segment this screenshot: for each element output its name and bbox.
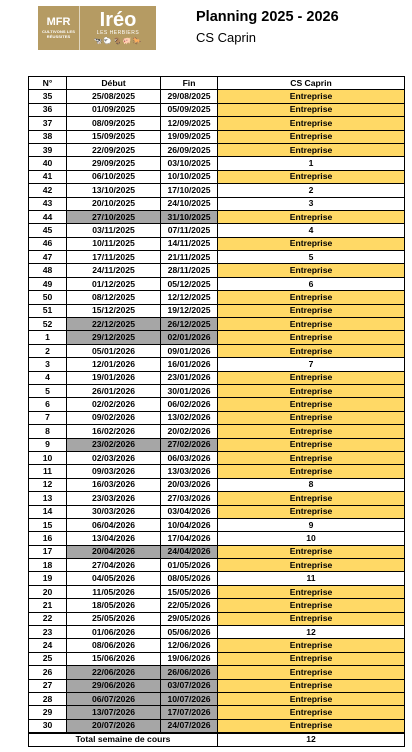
cs-caprin-cell: 7 [218,358,405,371]
week-start-date: 20/04/2026 [67,545,161,558]
week-number: 30 [29,719,67,732]
cs-caprin-cell: Entreprise [218,371,405,384]
farm-animals-icon: 🐄🐑🐐🐖🐎 [93,38,143,45]
week-number: 6 [29,398,67,411]
week-start-date: 02/03/2026 [67,451,161,464]
week-start-date: 08/12/2025 [67,291,161,304]
table-row [29,612,405,625]
week-start-date: 01/06/2026 [67,626,161,639]
week-end-date: 12/12/2025 [161,291,218,304]
cs-caprin-cell: Entreprise [218,170,405,183]
cs-caprin-cell: 1 [218,157,405,170]
cs-caprin-cell: Entreprise [218,585,405,598]
week-end-date: 07/11/2025 [161,224,218,237]
total-value: 12 [218,733,405,746]
table-row [29,505,405,518]
week-start-date: 16/02/2026 [67,425,161,438]
table-row [29,251,405,264]
table-row [29,157,405,170]
cs-caprin-cell: Entreprise [218,210,405,223]
cs-caprin-cell: Entreprise [218,719,405,732]
week-end-date: 19/12/2025 [161,304,218,317]
week-end-date: 26/06/2026 [161,666,218,679]
week-end-date: 17/10/2025 [161,184,218,197]
week-end-date: 31/10/2025 [161,210,218,223]
cs-caprin-cell: Entreprise [218,679,405,692]
week-end-date: 27/02/2026 [161,438,218,451]
week-number: 38 [29,130,67,143]
week-number: 21 [29,599,67,612]
week-start-date: 18/05/2026 [67,599,161,612]
cs-caprin-cell: Entreprise [218,652,405,665]
week-number: 40 [29,157,67,170]
week-end-date: 26/12/2025 [161,318,218,331]
mfr-logo-text: MFR [46,15,71,28]
week-start-date: 05/01/2026 [67,344,161,357]
week-end-date: 20/02/2026 [161,425,218,438]
total-label: Total semaine de cours [29,733,218,746]
week-start-date: 22/12/2025 [67,318,161,331]
table-row [29,559,405,572]
table-body [29,90,405,733]
week-number: 3 [29,358,67,371]
week-end-date: 21/11/2025 [161,251,218,264]
cs-caprin-cell: Entreprise [218,264,405,277]
table-row [29,103,405,116]
week-number: 12 [29,478,67,491]
week-number: 52 [29,318,67,331]
week-number: 43 [29,197,67,210]
table-row [29,331,405,344]
week-number: 20 [29,585,67,598]
week-start-date: 16/03/2026 [67,478,161,491]
week-number: 17 [29,545,67,558]
cs-caprin-cell: Entreprise [218,505,405,518]
cs-caprin-cell: Entreprise [218,384,405,397]
week-start-date: 15/12/2025 [67,304,161,317]
cs-caprin-cell: Entreprise [218,612,405,625]
table-row [29,344,405,357]
week-number: 35 [29,90,67,103]
week-start-date: 06/10/2025 [67,170,161,183]
week-start-date: 22/09/2025 [67,143,161,156]
table-row [29,90,405,103]
week-start-date: 13/04/2026 [67,532,161,545]
week-start-date: 04/05/2026 [67,572,161,585]
week-number: 18 [29,559,67,572]
cs-caprin-cell: 2 [218,184,405,197]
week-end-date: 06/03/2026 [161,451,218,464]
week-number: 25 [29,652,67,665]
week-end-date: 01/05/2026 [161,559,218,572]
cs-caprin-cell: 9 [218,518,405,531]
header-cs: CS Caprin [218,77,405,90]
table-row [29,599,405,612]
cs-caprin-cell: Entreprise [218,237,405,250]
week-number: 47 [29,251,67,264]
week-start-date: 29/09/2025 [67,157,161,170]
week-end-date: 29/08/2025 [161,90,218,103]
table-row [29,264,405,277]
table-row [29,532,405,545]
week-end-date: 05/09/2025 [161,103,218,116]
week-end-date: 30/01/2026 [161,384,218,397]
week-number: 51 [29,304,67,317]
table-row [29,411,405,424]
cs-caprin-cell: 6 [218,277,405,290]
table-row [29,706,405,719]
week-number: 37 [29,117,67,130]
table-row [29,465,405,478]
week-end-date: 28/11/2025 [161,264,218,277]
week-number: 36 [29,103,67,116]
week-start-date: 06/07/2026 [67,692,161,705]
week-end-date: 12/09/2025 [161,117,218,130]
table-row [29,518,405,531]
week-number: 29 [29,706,67,719]
cs-caprin-cell: Entreprise [218,692,405,705]
page-title: Planning 2025 - 2026 [196,9,339,25]
week-start-date: 08/09/2025 [67,117,161,130]
table-row [29,666,405,679]
cs-caprin-cell: Entreprise [218,318,405,331]
mfr-logo [38,6,80,50]
cs-caprin-cell: Entreprise [218,90,405,103]
week-number: 7 [29,411,67,424]
week-number: 9 [29,438,67,451]
table-row [29,117,405,130]
week-end-date: 10/10/2025 [161,170,218,183]
table-row [29,572,405,585]
week-start-date: 10/11/2025 [67,237,161,250]
week-end-date: 06/02/2026 [161,398,218,411]
total-row [29,733,405,746]
cs-caprin-cell: Entreprise [218,304,405,317]
week-start-date: 27/10/2025 [67,210,161,223]
cs-caprin-cell: Entreprise [218,706,405,719]
cs-caprin-cell: Entreprise [218,666,405,679]
table-row [29,679,405,692]
week-number: 42 [29,184,67,197]
week-end-date: 24/07/2026 [161,719,218,732]
week-end-date: 20/03/2026 [161,478,218,491]
cs-caprin-cell: 11 [218,572,405,585]
week-number: 27 [29,679,67,692]
table-row [29,277,405,290]
week-end-date: 05/12/2025 [161,277,218,290]
week-start-date: 20/07/2026 [67,719,161,732]
week-start-date: 30/03/2026 [67,505,161,518]
ireo-logo [80,11,156,45]
week-end-date: 13/03/2026 [161,465,218,478]
week-end-date: 14/11/2025 [161,237,218,250]
cs-caprin-cell: 12 [218,626,405,639]
week-end-date: 02/01/2026 [161,331,218,344]
table-row [29,639,405,652]
week-end-date: 09/01/2026 [161,344,218,357]
week-start-date: 29/06/2026 [67,679,161,692]
week-start-date: 24/11/2025 [67,264,161,277]
header-debut: Début [67,77,161,90]
week-end-date: 03/04/2026 [161,505,218,518]
week-number: 48 [29,264,67,277]
week-start-date: 01/09/2025 [67,103,161,116]
week-number: 4 [29,371,67,384]
week-start-date: 20/10/2025 [67,197,161,210]
week-start-date: 27/04/2026 [67,559,161,572]
week-start-date: 29/12/2025 [67,331,161,344]
week-number: 2 [29,344,67,357]
week-start-date: 06/04/2026 [67,518,161,531]
table-row [29,318,405,331]
week-start-date: 12/01/2026 [67,358,161,371]
week-end-date: 19/09/2025 [161,130,218,143]
table-row [29,438,405,451]
week-number: 44 [29,210,67,223]
cs-caprin-cell: Entreprise [218,451,405,464]
cs-caprin-cell: Entreprise [218,398,405,411]
mfr-tagline: CULTIVONS LES RÉUSSITES [41,28,75,39]
week-end-date: 22/05/2026 [161,599,218,612]
page-header [0,0,412,62]
table-row [29,197,405,210]
week-start-date: 08/06/2026 [67,639,161,652]
cs-caprin-cell: Entreprise [218,425,405,438]
week-number: 41 [29,170,67,183]
week-end-date: 29/05/2026 [161,612,218,625]
week-number: 8 [29,425,67,438]
table-header-row [29,77,405,90]
week-start-date: 09/03/2026 [67,465,161,478]
cs-caprin-cell: Entreprise [218,130,405,143]
week-start-date: 17/11/2025 [67,251,161,264]
cs-caprin-cell: Entreprise [218,492,405,505]
table-row [29,719,405,732]
table-row [29,143,405,156]
cs-caprin-cell: Entreprise [218,639,405,652]
week-start-date: 15/09/2025 [67,130,161,143]
week-number: 24 [29,639,67,652]
table-row [29,585,405,598]
week-end-date: 08/05/2026 [161,572,218,585]
week-end-date: 19/06/2026 [161,652,218,665]
table-row [29,304,405,317]
week-start-date: 26/01/2026 [67,384,161,397]
week-end-date: 15/05/2026 [161,585,218,598]
week-start-date: 13/07/2026 [67,706,161,719]
page-subtitle: CS Caprin [196,30,256,45]
table-row [29,291,405,304]
cs-caprin-cell: Entreprise [218,331,405,344]
cs-caprin-cell: Entreprise [218,143,405,156]
week-number: 39 [29,143,67,156]
table-row [29,425,405,438]
week-end-date: 17/07/2026 [161,706,218,719]
table-row [29,358,405,371]
mfr-ireo-logo [38,6,156,50]
table-row [29,210,405,223]
week-end-date: 10/07/2026 [161,692,218,705]
table-row [29,478,405,491]
week-end-date: 03/10/2025 [161,157,218,170]
planning-table [28,76,405,747]
week-end-date: 10/04/2026 [161,518,218,531]
week-start-date: 25/08/2025 [67,90,161,103]
table-row [29,130,405,143]
week-start-date: 22/06/2026 [67,666,161,679]
week-end-date: 12/06/2026 [161,639,218,652]
week-end-date: 23/01/2026 [161,371,218,384]
table-row [29,170,405,183]
week-start-date: 15/06/2026 [67,652,161,665]
week-number: 16 [29,532,67,545]
week-number: 11 [29,465,67,478]
week-start-date: 23/03/2026 [67,492,161,505]
cs-caprin-cell: Entreprise [218,344,405,357]
table-row [29,545,405,558]
week-start-date: 23/02/2026 [67,438,161,451]
header-num: N° [29,77,67,90]
week-number: 28 [29,692,67,705]
table-row [29,451,405,464]
table-row [29,492,405,505]
table-row [29,398,405,411]
table-row [29,692,405,705]
cs-caprin-cell: 3 [218,197,405,210]
week-number: 5 [29,384,67,397]
cs-caprin-cell: Entreprise [218,599,405,612]
cs-caprin-cell: Entreprise [218,465,405,478]
cs-caprin-cell: Entreprise [218,411,405,424]
week-number: 50 [29,291,67,304]
cs-caprin-cell: 8 [218,478,405,491]
table-row [29,652,405,665]
week-number: 22 [29,612,67,625]
table-row [29,184,405,197]
header-fin: Fin [161,77,218,90]
table-row [29,224,405,237]
ireo-logo-text: Iréo [99,9,137,31]
week-number: 19 [29,572,67,585]
week-number: 26 [29,666,67,679]
week-number: 10 [29,451,67,464]
week-end-date: 05/06/2026 [161,626,218,639]
week-start-date: 09/02/2026 [67,411,161,424]
cs-caprin-cell: 4 [218,224,405,237]
week-number: 46 [29,237,67,250]
week-end-date: 24/04/2026 [161,545,218,558]
week-end-date: 16/01/2026 [161,358,218,371]
week-end-date: 26/09/2025 [161,143,218,156]
table-row [29,371,405,384]
cs-caprin-cell: Entreprise [218,559,405,572]
week-end-date: 24/10/2025 [161,197,218,210]
cs-caprin-cell: Entreprise [218,438,405,451]
week-number: 49 [29,277,67,290]
cs-caprin-cell: 10 [218,532,405,545]
week-start-date: 13/10/2025 [67,184,161,197]
table-row [29,237,405,250]
cs-caprin-cell: Entreprise [218,291,405,304]
week-number: 23 [29,626,67,639]
cs-caprin-cell: Entreprise [218,545,405,558]
week-start-date: 19/01/2026 [67,371,161,384]
ireo-logo-subtitle: LES HERBIERS [96,30,140,36]
week-start-date: 01/12/2025 [67,277,161,290]
week-number: 15 [29,518,67,531]
cs-caprin-cell: Entreprise [218,103,405,116]
week-end-date: 03/07/2026 [161,679,218,692]
week-start-date: 03/11/2025 [67,224,161,237]
week-start-date: 25/05/2026 [67,612,161,625]
week-start-date: 11/05/2026 [67,585,161,598]
week-end-date: 13/02/2026 [161,411,218,424]
week-end-date: 17/04/2026 [161,532,218,545]
week-start-date: 02/02/2026 [67,398,161,411]
cs-caprin-cell: Entreprise [218,117,405,130]
week-number: 45 [29,224,67,237]
week-number: 14 [29,505,67,518]
week-number: 13 [29,492,67,505]
week-number: 1 [29,331,67,344]
table-row [29,384,405,397]
cs-caprin-cell: 5 [218,251,405,264]
table-row [29,626,405,639]
week-end-date: 27/03/2026 [161,492,218,505]
